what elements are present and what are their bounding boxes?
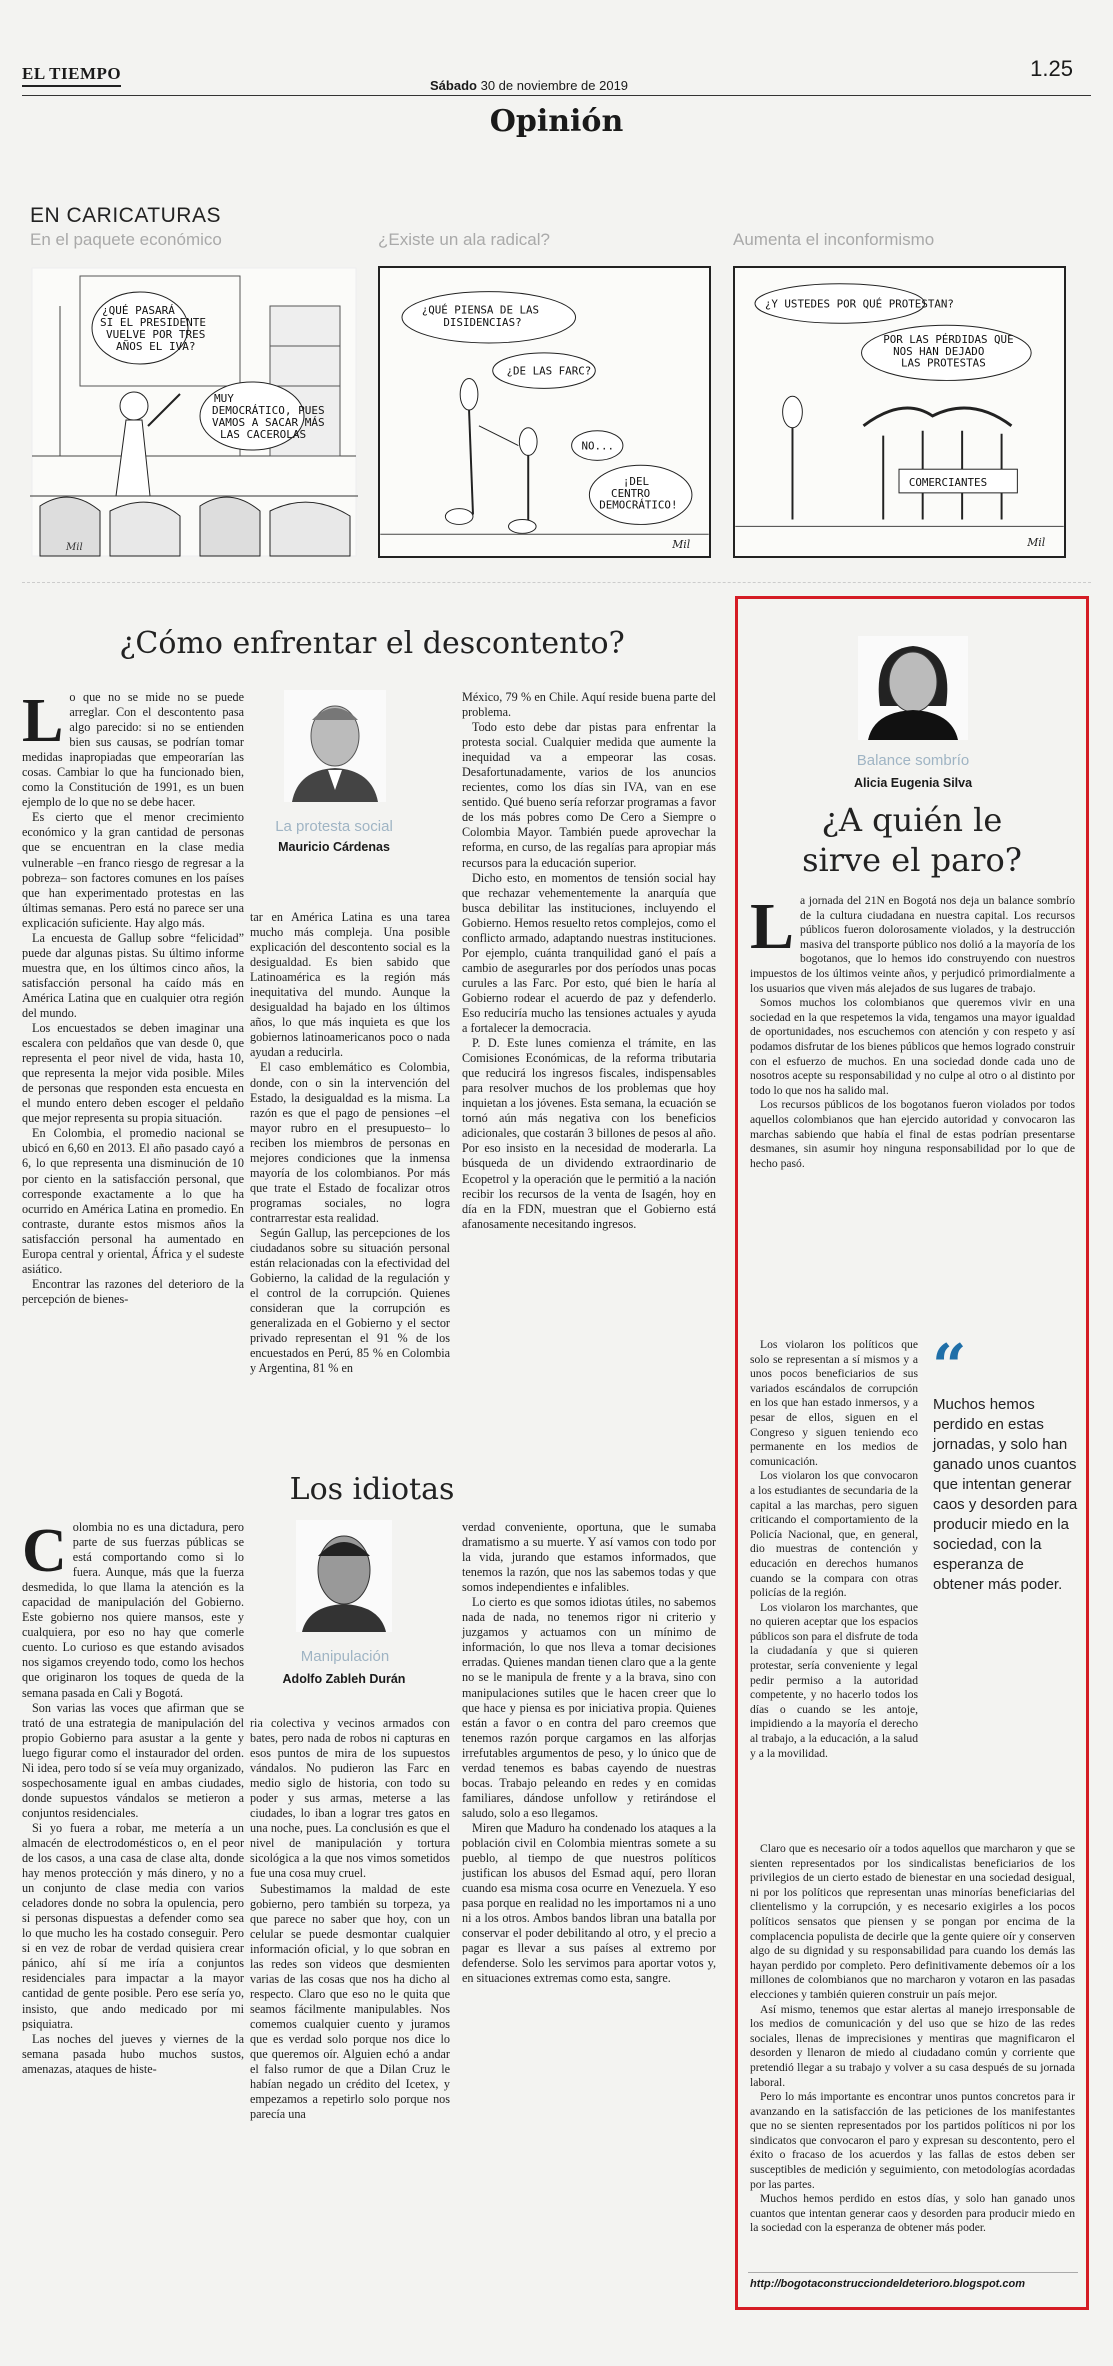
date-text: 30 de noviembre de 2019 [480,78,629,93]
paragraph: o que no se mide no se puede arreglar. Con el descontento pasa algo parecido: si no se entienden bien sus causas, se podrían tomar medidas inapropiadas que empeorarían las cosas. Cambiar lo que ha funcionado bien, como la Constitución de 1991, es un buen ejemplo de lo que no se debe hacer. [22,690,244,810]
paragraph: verdad conveniente, oportuna, que le sumaba dramatismo a su muerte. Y así vamos con todo por la vida, jurando que estamos informados, que tenemos la razón, que nos las sabemos todas y que somos independientes e infalibles. [462,1520,716,1595]
paragraph: Son varias las voces que afirman que se trató de una estrategia de manipulación del propio Gobierno para asustar a la gente y luego figurar como el instaurador del orden. Ni idea, pero todo sí se veía muy organizado, sospechosamente igual en ambas ciudades, donde supuestos vándalos se metieron a conjuntos residenciales. [22,1700,244,1820]
pull-quote: Muchos hemos perdido en estas jornadas, y solo han ganado unos cuantos que intentan generar caos y desorden para producir miedo en la sociedad, con la esperanza de obtener más poder. [933,1396,1078,1593]
cartoon-panel-3 [733,266,1066,558]
header-rule [22,95,1091,96]
paragraph: P. D. Este lunes comienza el trámite, en las Comisiones Económicas, de la reforma tributaria que reducirá los ingresos fiscales, indispensables para resolver muchos de los problemas que hoy inquietan a los jóvenes. Esta semana, la ecuación se tornó aún más negativa con los beneficios adicionales, que costarán 3 billones de pesos al año. Por eso insisto en la necesidad de moderarla. La búsqueda de un dividendo extraordinario de Ecopetrol y la operación que le permitió a la nación recibir los recursos de la venta de Isagén, hoy en día en la FDN, muestran que el Gobierno está afanosamente necesitando ingresos. [462,1036,716,1231]
article2-dropcap: C [22,1517,67,1585]
sidebar-author: Alicia Eugenia Silva [853,776,973,790]
cartoon-subtitle-1: En el paquete económico [30,230,222,249]
article1-column-3 [462,690,716,1246]
svg-text:¡DELCENTRODEMOCRÁTICO!: ¡DEL CENTRO DEMOCRÁTICO! [599,474,678,512]
sidebar-column-top [750,890,1075,1338]
paragraph: Somos muchos los colombianos que queremos vivir en una sociedad en la que respetemos la vida, tengamos una mayor igualdad de oportunidades, nos escuchemos con atención y con respeto y así podamos disfrutar de los bienes públicos que hemos logrado construir con el esfuerzo de muchos. En una sociedad donde cada uno de nosotros acepte su responsabilidad y no culpe al otro o al distinto por todo lo que nos ha salido mal. [750,996,1075,1097]
paragraph: Los violaron los que convocaron a los estudiantes de secundaria de la capital a las marchas, pero siguen criticando el comportamiento de la Policía Nacional, que, en general, dio muestras de contención y educación en derechos humanos cuando se la compara con otras policías de la región. [750,1469,918,1600]
quote-mark-icon: “ [932,1332,967,1402]
author-photo-zableh [296,1520,392,1632]
cartoon-panel-1 [30,266,358,558]
svg-text:¿QUÉ PIENSA DE LASDISIDENCIAS?: ¿QUÉ PIENSA DE LAS DISIDENCIAS? [421,303,540,330]
paragraph: Los recursos públicos de los bogotanos fueron violados por todos aquellos colombianos que han ejercido autoridad y convocaron las marchas sabiendo que había el final de estas podrían presentarse desmanes, sin asumir hoy ninguna responsabilidad por lo que de hecho pasó. [750,1098,1075,1170]
paragraph: La encuesta de Gallup sobre “felicidad” puede dar algunas pistas. Su último informe muestra que, en los últimos cinco años, la satisfacción personal ha caído más en América Latina que en cualquier otra región del mundo. [22,930,244,1020]
article2-column-2 [250,1716,450,2276]
paragraph: Claro que es necesario oír a todos aquellos que marcharon y que se sienten representados por los sindicalistas beneficiarios de los privilegios de un cierto estado de bienestar en una sociedad desigual, ni por los políticos que representan unas minorías beneficiarias del clientelismo y la corrupción, y es necesario exigirles a los pocos políticos sensatos que piensen y se pongan por encima de la complacencia populista de decirle que la gente quiere oír y conserven algo de su dignidad y su responsabilidad para cuando los demás las hayan perdido por completo. Pero definitivamente debemos oír a los millones de colombianos que no marcharon y votaron en las pasadas elecciones y también quieren construir un país mejor. [750,1842,1075,2001]
svg-text:¿DE LAS FARC?: ¿DE LAS FARC? [506,364,592,378]
paragraph: Si yo fuera a robar, me metería a un almacén de electrodomésticos o, en el peor de los casos, a una casa de clase alta, donde hay menos protección y más dinero, y no a un conjunto de clase media con varios celadores donde no sobra la opulencia, pero si personas dispuestas a defender como sea lo que mucho les ha costado conseguir. Pero si en vez de robar de verdad quisiera crear pánico, ahí sí me iría a conjuntos residenciales para impactar a la mayor cantidad de gente posible. Pero ese sería yo, insisto, que ando medicado por mi psiquiatra. [22,1820,244,2031]
cartoon-divider [22,582,1091,583]
author-photo-cardenas [284,690,386,802]
article1-column-2 [250,910,450,1376]
paragraph: Los encuestados se deben imaginar una escalera con peldaños que van desde 0, que representa el peor nivel de vida, hasta 10, que representa la mejor vida posible. Miles de personas que responden esta encuesta en el mundo entero deben escoger el peldaño que mejor representa su propia situación. [22,1021,244,1126]
cartoon-drawing-2 [380,268,709,556]
article1-author: Mauricio Cárdenas [278,840,390,854]
cartoons-heading: EN CARICATURAS [30,204,221,227]
svg-text:MUYDEMOCRÁTICO, PUESVAMOS A SA: MUY DEMOCRÁTICO, PUES VAMOS A SACAR MÁS LAS CACEROLAS [212,392,325,441]
article2-column-3 [462,1520,716,2276]
paragraph: Lo cierto es que somos idiotas útiles, no sabemos nada de nada, no tenemos rigor ni criterio y juzgamos y actuamos con un mínimo de información, lo que nos lleva a tomar decisiones erradas. Quienes mandan tienen claro que a la gente no se le manipula de frente y a la brava, sino con manipulaciones sutiles que le hacen creer que lo que hace y piensa es por iniciativa propia. Quienes están a favor o en contra del paro creemos que tenemos razón porque cargamos en las alforjas irrefutables argumentos de peso, y lo único que de verdad tenemos es babas cayendo de nuestras bocas. Trabajo peleando en redes y en comidas familiares, dándose unfollow y retirándose el saludo, solo a eso llegamos. [462,1595,716,1820]
article2-headline: Los idiotas [289,1472,455,1507]
paragraph: tar en América Latina es una tarea mucho más compleja. Una posible explicación del descontento social es la desigualdad. Es bien sabido que Latinoamérica es la región más inequitativa del mundo. Aunque la desigualdad ha bajado en los últimos años, lo que más inquieta es que los gobiernos latinoamericanos poco o nada ayudan a reducirla. [250,910,450,1060]
section-title: Opinión [489,104,624,139]
paragraph: Es cierto que el menor crecimiento económico y la gran cantidad de personas que se encuentran en la clase media vulnerable –en franco riesgo de regresar a la pobreza– son factores comunes en los países que han experimentado protestas en las últimas semanas. Pero está no parece ser una explicación suficiente. Hay algo más. [22,810,244,930]
cartoon-signature-1: Mil [66,542,83,553]
svg-text:POR LAS PÉRDIDAS QUENOS HAN DE: POR LAS PÉRDIDAS QUE NOS HAN DEJADO LAS PROTESTAS [883,332,1014,370]
paragraph: Según Gallup, las percepciones de los ciudadanos sobre su situación personal están relacionadas con la efectividad del Gobierno, la calidad de la regulación y el control de la corrupción. Quienes consideran que la corrupción es generalizada en el Gobierno y el sector privado representan el 91 % de los encuestados en Perú, 85 % en Colombia y Argentina, 81 % en [250,1225,450,1376]
sidebar-tag: Balance sombrío [856,752,970,769]
paragraph: olombia no es una dictadura, pero parte de sus fuerzas públicas se está comportando como si lo fuera. Aunque, más que la fuerza desmedida, lo que llama la atención es la capacidad de manipulación del Gobierno. Este gobierno nos quiere mansos, este y cualquiera, por eso no hay que comerle cuento. Lo curioso es que estando avisados nos sigamos creyendo todo, como los hechos que originaron los toques de queda de la semana pasada en Cali y Bogotá. [22,1520,244,1700]
article2-author: Adolfo Zableh Durán [282,1672,406,1686]
sidebar-dropcap: L [750,890,795,963]
article1-headline: ¿Cómo enfrentar el descontento? [119,626,625,661]
cartoon-drawing-3 [735,268,1064,556]
svg-text:¿QUÉ PASARÁSI EL PRESIDENTEVUE: ¿QUÉ PASARÁ SI EL PRESIDENTE VUELVE POR TRES AÑOS EL IVA? [100,304,206,353]
paragraph: Todo esto debe dar pistas para enfrentar la protesta social. Cualquier medida que aumente la inequidad va a empeorar las cosas. Desafortunadamente, varios de los anuncios recientes, como los días sin IVA, van en ese sentido. Qué bueno sería reforzar programas a favor de los más pobres como De Cero a Siempre o Colombia Mayor. También puede aprovechar la reforma, en curso, de las regalías para apropiar más recursos para la educación superior. [462,720,716,870]
cartoon-signature-2: Mil [672,538,691,552]
paragraph: Pero lo más importante es encontrar unos puntos concretos para ir avanzando en la satisfacción de las peticiones de los manifestantes que no se sienten representados por los partidos políticos ni por los sindicatos que convocaron el paro y expresan su descontento, pero el éxito o fracaso de los acuerdos y las fallas de estos deben ser susceptibles de medición y seguimiento, con metodologías acordadas por las partes. [750,2090,1075,2191]
url-divider [748,2272,1078,2273]
blog-url[interactable]: http://bogotaconstrucciondeldeterioro.blogspot.com [750,2278,1025,2290]
author-photo-silva [858,636,968,740]
article1-column-1 [22,687,244,1306]
article2-column-1 [22,1517,244,2276]
cartoon-drawing-1 [30,266,358,558]
masthead: EL TIEMPO [22,64,121,87]
cartoon-signature-3: Mil [1027,536,1046,550]
article1-dropcap: L [22,687,64,755]
paragraph: Así mismo, tenemos que estar alertas al manejo irresponsable de los medios de comunicación y del uso que se hizo de las redes sociales, llenas de imprecisiones y mentiras que magnificaron el desorden y llenaron de miedo al ciudadano común y corriente que pretendió llegar a su trabajo y volver a su casa después de su jornada laboral. [750,2002,1075,2089]
cartoon-subtitle-2: ¿Existe un ala radical? [378,230,550,249]
paragraph: Encontrar las razones del deterioro de la percepción de bienes- [22,1276,244,1306]
paragraph: Muchos hemos perdido en estos días, y solo han ganado unos cuantos que intentan generar caos y desorden para producir miedo en la sociedad con la esperanza de obtener más poder. [750,2192,1075,2235]
article1-tag: La protesta social [275,818,393,835]
paragraph: Dicho esto, en momentos de tensión social hay que rechazar vehementemente la anarquía que busca debilitar las instituciones, incluyendo el Gobierno. Hemos resuelto retos complejos, como el conflicto armado, adaptando nuestras instituciones. Por ejemplo, cuánta tranquilidad ganó el país a cambio de asegurarles por dos períodos unas pocas curules a las Farc. Por esto, qué bien le haría al Gobierno rodear el acuerdo de paz y defenderlo. Eso reduciría mucho las tensiones actuales y ayuda a fortalecer la democracia. [462,870,716,1036]
sidebar-headline-line-2: sirve el paro? [802,841,1022,879]
sidebar-headline-line-1: ¿A quién le [821,801,1003,839]
paragraph: ria colectiva y vecinos armados con bates, pero nada de robos ni capturas en esos puntos de mira de los supuestos vándalos. No pudieron las Farc en medio siglo de historia, con todo su poder y sus armas, meterse a las ciudades, lo iban a lograr tres gatos en una noche, pues. La conclusión es que el nivel de manipulación y tortura sicológica a la que nos vimos sometidos fue una cosa muy cruel. [250,1716,450,1881]
sidebar-column-bottom [750,1842,1075,2266]
paragraph: Subestimamos la maldad de este gobierno, pero también su torpeza, ya que parece no saber que hoy, con un celular se puede desmontar cualquier información oficial, y lo que sobran en las redes son videos que desmienten varias de las cosas que nos ha dicho al respecto. Claro que eso no le quita que seamos fácilmente manipulables. Nos comemos cualquier cuento y juramos que es verdad solo porque nos dice lo que queremos oír. Alguien echó a andar el falso rumor de que a Dilan Cruz le habían negado un crédito del Icetex, y empezamos a repetirlo solo porque nos parecía una [250,1881,450,2122]
paragraph: Miren que Maduro ha condenado los ataques a la población civil en Colombia mientras somete a su pueblo, al tiempo de que nuestros políticos justifican los abusos del Esmad aquí, pero lloran cuando esa misma cosa ocurre en Venezuela. Y eso pasa porque en realidad no les importamos ni a uno ni a los otros. Ambos bandos libran una batalla por conservar el poder debilitando al otro, y el precio a pagar es llevar a sus países al extremo por defenderse. Solo les servimos para aportar votos y, en situaciones extremas como esta, sangre. [462,1820,716,1986]
article2-tag: Manipulación [300,1648,390,1665]
paragraph: México, 79 % en Chile. Aquí reside buena parte del problema. [462,690,716,720]
page-number: 1.25 [1030,56,1073,81]
sidebar-headline [740,800,1084,880]
cartoon-panel-2 [378,266,711,558]
paragraph: Las noches del jueves y viernes de la semana pasada hubo muchos sustos, amenazas, ataques de histe- [22,2031,244,2076]
paragraph: Los violaron los marchantes, que no quieren aceptar que los espacios públicos son para el disfrute de toda la ciudadanía y que si quieren protestar, sería conveniente y legal pedir permiso a la autoridad competente, y no hacerlo todos los días o cuando se les antoje, impidiendo a la mayoría el derecho al trabajo, a la educación, a la salud y a la movilidad. [750,1600,918,1760]
date-weekday: Sábado [430,78,477,93]
paragraph: En Colombia, el promedio nacional se ubicó en 6,60 en 2013. El año pasado cayó a 6, lo que representa una disminución de 10 por ciento en la satisfacción personal, que corresponde exactamente a lo que ha ocurrido en América Latina en promedio. En contraste, durante estos mismos años la satisfacción personal ha aumentado en Europa central y oriental, África y el sudeste asiático. [22,1126,244,1276]
paragraph: El caso emblemático es Colombia, donde, con o sin la intervención del Estado, la desigualdad es la misma. La razón es que el pago de pensiones –el mayor rubro en el presupuesto– lo reciben los miembros de personas en mejores condiciones que la inmensa mayoría de los colombianos. Por más que trate el Estado de focalizar otros programas sociales, no logra contrarrestar esta realidad. [250,1060,450,1225]
sidebar-column-narrow [750,1338,918,1840]
svg-text:¿Y USTEDES POR QUÉ PROTESTAN?: ¿Y USTEDES POR QUÉ PROTESTAN? [764,297,954,311]
paragraph: Los violaron los políticos que solo se representan a sí mismos y a unos pocos beneficiarios de sus variados escándalos de corrupción en los que han estado inmersos, y a pesar de ellos, siguen en el Congreso y siguen teniendo eco permanente en los medios de comunicación. [750,1338,918,1468]
issue-date [430,78,628,93]
cartoon-sign: COMERCIANTES [908,475,988,489]
paragraph: a jornada del 21N en Bogotá nos deja un balance sombrío de la cultura ciudadana en nuestra capital. Los recursos públicos fueron dolorosamente violados, y la destrucción masiva del transporte público nos dolió a la mayoría de los bogotanos, que lo hemos ido construyendo con nuestros impuestos de los últimos veinte años, y perjudicó primordialmente a los usuarios que viven más alejados de sus lugares de trabajo. [750,894,1075,995]
cartoon-subtitle-3: Aumenta el inconformismo [733,230,935,249]
svg-text:NO...: NO... [581,439,615,453]
